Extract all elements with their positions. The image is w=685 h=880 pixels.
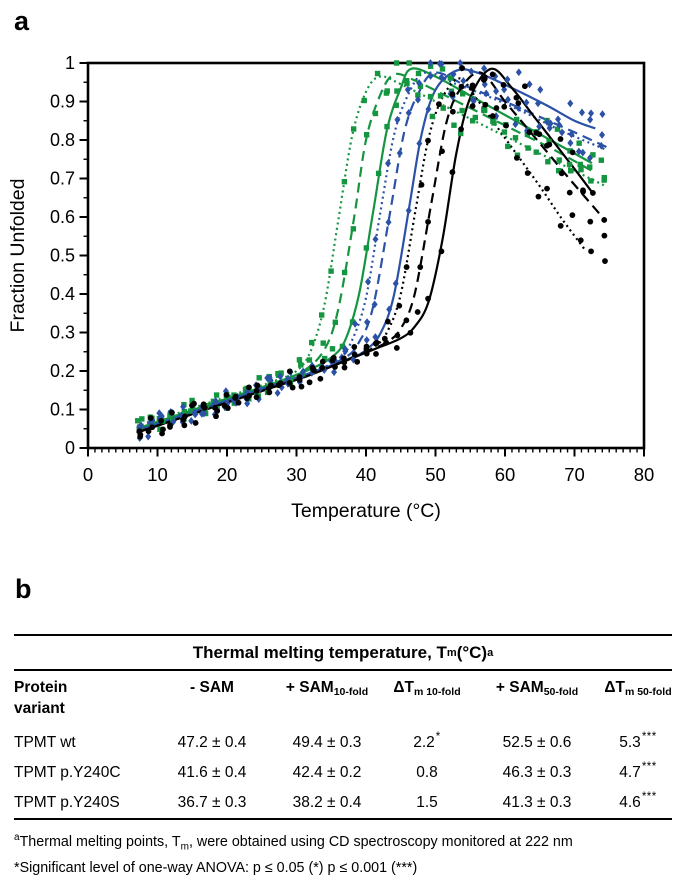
- value-cell: [270, 728, 384, 758]
- marker-square: [459, 108, 464, 113]
- marker-square: [256, 375, 261, 380]
- panel-a-label: a: [14, 6, 30, 36]
- marker-circle: [425, 138, 431, 144]
- y-tick-label: 0.8: [49, 130, 75, 151]
- marker-circle: [158, 418, 164, 424]
- marker-circle: [459, 84, 465, 90]
- y-tick-label: 0: [64, 438, 75, 459]
- marker-square: [375, 71, 380, 76]
- marker-circle: [233, 394, 239, 400]
- marker-diamond: [516, 68, 522, 76]
- marker-diamond: [567, 100, 573, 108]
- marker-diamond: [599, 110, 605, 118]
- footnote-text: Thermal melting points, T: [19, 833, 181, 850]
- column-header-5: [604, 678, 672, 699]
- marker-square: [373, 111, 378, 116]
- footnote-2: [14, 856, 672, 880]
- marker-square: [214, 392, 219, 397]
- marker-diamond: [364, 336, 370, 344]
- marker-square: [384, 90, 389, 95]
- marker-diamond: [537, 86, 543, 94]
- marker-circle: [236, 400, 242, 406]
- marker-square: [578, 167, 583, 172]
- marker-circle: [415, 309, 421, 315]
- markers-wt-plus-sam50: [137, 71, 607, 434]
- header-main: + SAM: [495, 679, 544, 696]
- marker-diamond: [397, 149, 403, 157]
- variant-cell: TPMT wt: [14, 734, 76, 751]
- marker-circle: [342, 365, 348, 371]
- marker-circle: [436, 101, 442, 107]
- table-title-units: (°C): [456, 642, 488, 662]
- marker-square: [416, 71, 421, 76]
- marker-square: [394, 103, 399, 108]
- marker-circle: [569, 212, 575, 218]
- marker-diamond: [372, 235, 378, 243]
- marker-square: [438, 93, 443, 98]
- value-text: 38.2 ± 0.4: [292, 794, 362, 811]
- marker-circle: [590, 190, 596, 196]
- fit-curves: [137, 68, 608, 432]
- significance-stars: *: [435, 731, 441, 743]
- marker-diamond: [386, 218, 392, 226]
- marker-square: [384, 124, 389, 129]
- marker-diamond: [580, 149, 586, 157]
- marker-square: [404, 81, 409, 86]
- footnote-1: [14, 829, 672, 856]
- marker-circle: [503, 123, 509, 129]
- x-tick-label: 30: [286, 464, 307, 485]
- marker-circle: [341, 359, 347, 365]
- y-tick-label: 0.4: [49, 284, 75, 305]
- marker-square: [351, 126, 356, 131]
- value-cell: [154, 788, 270, 818]
- column-header-4: [470, 678, 604, 699]
- marker-circle: [266, 385, 272, 391]
- marker-circle: [514, 155, 520, 161]
- marker-circle: [404, 317, 410, 323]
- footnote-text: *Significant level of one-way ANOVA: p ≤ 0.05 (*) p ≤ 0.001 (***): [14, 859, 418, 876]
- marker-square: [376, 171, 381, 176]
- value-text: 46.3 ± 0.3: [502, 764, 572, 781]
- value-cell: [270, 758, 384, 788]
- marker-circle: [394, 345, 400, 351]
- marker-circle: [558, 136, 564, 142]
- marker-square: [601, 177, 606, 182]
- marker-circle: [373, 351, 379, 357]
- marker-diamond: [567, 139, 573, 147]
- marker-circle: [522, 83, 528, 89]
- marker-square: [588, 178, 593, 183]
- header-line: variant: [14, 699, 65, 717]
- significance-stars: ***: [641, 791, 657, 803]
- marker-circle: [578, 237, 584, 243]
- marker-circle: [481, 77, 487, 83]
- header-main: ΔT: [393, 679, 414, 696]
- marker-circle: [580, 187, 586, 193]
- value-cell: [384, 728, 470, 758]
- marker-circle: [501, 82, 507, 88]
- marker-circle: [385, 319, 391, 325]
- marker-circle: [364, 351, 370, 357]
- marker-circle: [320, 359, 326, 365]
- marker-circle: [439, 148, 445, 154]
- x-tick-label: 10: [147, 464, 168, 485]
- marker-circle: [601, 233, 607, 239]
- marker-circle: [246, 384, 252, 390]
- marker-circle: [490, 113, 496, 119]
- marker-circle: [149, 424, 155, 430]
- y-axis-title: Fraction Unfolded: [7, 178, 29, 333]
- y-tick-label: 1: [64, 53, 75, 74]
- marker-diamond: [599, 131, 605, 139]
- y-tick-label: 0.3: [49, 322, 75, 343]
- marker-circle: [189, 403, 195, 409]
- marker-square: [534, 149, 539, 154]
- marker-square: [545, 159, 550, 164]
- marker-circle: [137, 428, 143, 434]
- marker-circle: [287, 368, 293, 374]
- marker-circle: [601, 217, 607, 223]
- table-footnotes: [14, 829, 672, 880]
- marker-square: [481, 107, 486, 112]
- x-tick-label: 0: [82, 464, 94, 485]
- header-sub: 10-fold: [333, 686, 369, 698]
- variant-cell: TPMT p.Y240C: [14, 764, 121, 781]
- marker-square: [557, 157, 562, 162]
- marker-circle: [299, 384, 305, 390]
- marker-circle: [558, 223, 564, 229]
- table-body: [14, 728, 672, 818]
- significance-stars: ***: [641, 761, 657, 773]
- value-text: 0.8: [416, 764, 438, 781]
- x-tick-label: 80: [633, 464, 655, 485]
- x-axis-title: Temperature (°C): [291, 500, 441, 522]
- value-text: 49.4 ± 0.3: [292, 734, 362, 751]
- value-cell: [604, 728, 672, 758]
- table-row-2: [14, 788, 672, 818]
- value-text: 52.5 ± 0.6: [502, 734, 572, 751]
- header-sub: m 10-fold: [413, 686, 461, 698]
- column-header-3: [384, 678, 470, 699]
- marker-diamond: [385, 159, 391, 167]
- y-tick-label: 0.9: [49, 91, 75, 112]
- value-text: 2.2: [413, 734, 435, 751]
- marker-square: [505, 144, 510, 149]
- marker-circle: [544, 143, 550, 149]
- table-bottom-rule: [14, 818, 672, 820]
- marker-circle: [330, 358, 336, 364]
- marker-diamond: [588, 109, 594, 117]
- marker-diamond: [587, 116, 593, 124]
- marker-circle: [450, 169, 456, 175]
- marker-circle: [351, 344, 357, 350]
- marker-circle: [317, 376, 323, 382]
- marker-circle: [525, 170, 531, 176]
- marker-diamond: [405, 86, 411, 94]
- marker-square: [298, 362, 303, 367]
- marker-square: [567, 162, 572, 167]
- marker-square: [430, 114, 435, 119]
- value-text: 41.3 ± 0.3: [502, 794, 572, 811]
- value-text: 1.5: [416, 794, 438, 811]
- marker-diamond: [364, 318, 370, 326]
- x-tick-label: 20: [216, 464, 238, 485]
- marker-circle: [419, 182, 425, 188]
- table-title: [14, 636, 672, 669]
- marker-square: [394, 60, 399, 65]
- header-line: Protein: [14, 679, 68, 696]
- marker-square: [576, 140, 581, 145]
- marker-circle: [193, 420, 199, 426]
- marker-square: [451, 123, 456, 128]
- marker-square: [599, 158, 604, 163]
- value-text: 4.7: [619, 764, 641, 781]
- marker-circle: [490, 71, 496, 77]
- marker-diamond: [394, 116, 400, 124]
- column-header-2: [270, 678, 384, 699]
- marker-square: [333, 320, 338, 325]
- marker-circle: [254, 394, 260, 400]
- marker-circle: [201, 403, 207, 409]
- marker-circle: [383, 340, 389, 346]
- marker-circle: [536, 131, 542, 137]
- marker-square: [342, 179, 347, 184]
- marker-square: [525, 145, 530, 150]
- significance-stars: ***: [641, 731, 657, 743]
- marker-circle: [254, 382, 260, 388]
- x-tick-label: 50: [425, 464, 446, 485]
- marker-circle: [297, 377, 303, 383]
- marker-circle: [212, 405, 218, 411]
- marker-diamond: [460, 77, 466, 85]
- column-header-1: [154, 678, 270, 699]
- marker-square: [321, 340, 326, 345]
- marker-circle: [396, 303, 402, 309]
- value-text: 41.6 ± 0.4: [177, 764, 247, 781]
- marker-square: [428, 94, 433, 99]
- value-cell: [384, 758, 470, 788]
- marker-square: [491, 120, 496, 125]
- marker-square: [440, 66, 445, 71]
- marker-diamond: [579, 109, 585, 117]
- value-cell: [604, 788, 672, 818]
- marker-circle: [181, 422, 187, 428]
- marker-circle: [459, 65, 465, 71]
- y-tick-label: 0.2: [49, 361, 75, 382]
- marker-circle: [450, 91, 456, 97]
- marker-circle: [439, 248, 445, 254]
- value-cell: [470, 728, 604, 758]
- marker-circle: [570, 149, 576, 155]
- table-row-1: [14, 758, 672, 788]
- marker-circle: [319, 365, 325, 371]
- value-cell: [270, 788, 384, 818]
- header-sub: 50-fold: [543, 686, 579, 698]
- tm-table: [14, 634, 672, 880]
- y-tick-label: 0.5: [49, 245, 75, 266]
- value-text: 4.6: [619, 794, 641, 811]
- footnote-sub: m: [180, 841, 189, 853]
- marker-square: [578, 162, 583, 167]
- marker-diamond: [555, 115, 561, 123]
- marker-circle: [450, 109, 456, 115]
- marker-circle: [513, 95, 519, 101]
- marker-circle: [602, 258, 608, 264]
- y-tick-label: 0.1: [49, 399, 75, 420]
- marker-circle: [224, 392, 230, 398]
- marker-circle: [527, 129, 533, 135]
- marker-circle: [425, 219, 431, 225]
- marker-diamond: [416, 140, 422, 148]
- value-cell: [470, 758, 604, 788]
- marker-square: [297, 357, 302, 362]
- value-cell: [470, 788, 604, 818]
- marker-circle: [587, 219, 593, 225]
- marker-square: [330, 346, 335, 351]
- marker-square: [394, 88, 399, 93]
- header-main: - SAM: [190, 679, 234, 696]
- marker-square: [587, 164, 592, 169]
- marker-circle: [536, 194, 542, 200]
- value-text: 47.2 ± 0.4: [177, 734, 247, 751]
- marker-circle: [254, 388, 260, 394]
- header-main: ΔT: [604, 679, 625, 696]
- marker-square: [513, 135, 518, 140]
- marker-square: [502, 129, 507, 134]
- x-tick-label: 70: [564, 464, 585, 485]
- marker-circle: [482, 102, 488, 108]
- marker-circle: [311, 367, 317, 373]
- marker-square: [307, 357, 312, 362]
- value-cell: [154, 758, 270, 788]
- header-main: + SAM: [285, 679, 334, 696]
- marker-circle: [307, 379, 313, 385]
- marker-circle: [501, 104, 507, 110]
- footnote-mark: a: [14, 832, 20, 843]
- marker-square: [364, 245, 369, 250]
- marker-circle: [244, 395, 250, 401]
- marker-circle: [213, 413, 219, 419]
- value-cell: [384, 788, 470, 818]
- marker-circle: [544, 186, 550, 192]
- fit-curve-y240s-minus-sam: [137, 76, 606, 427]
- markers-y240s-minus-sam: [137, 71, 607, 430]
- value-text: 36.7 ± 0.3: [177, 794, 247, 811]
- table-title-footnote-mark: a: [487, 646, 494, 659]
- marker-circle: [167, 422, 173, 428]
- panel-b-label: b: [15, 574, 32, 604]
- marker-circle: [408, 330, 414, 336]
- marker-circle: [515, 100, 521, 106]
- marker-diamond: [493, 87, 499, 95]
- marker-circle: [417, 264, 423, 270]
- table-title-text: Thermal melting temperature, T: [192, 642, 447, 662]
- marker-circle: [494, 105, 500, 111]
- y-tick-label: 0.6: [49, 207, 75, 228]
- marker-circle: [352, 352, 358, 358]
- marker-circle: [160, 426, 166, 432]
- value-text: 5.3: [619, 734, 641, 751]
- markers-y240s-plus-sam10: [139, 60, 607, 432]
- marker-circle: [222, 403, 228, 409]
- variant-cell: TPMT p.Y240S: [14, 794, 120, 811]
- column-header-0: [14, 678, 154, 720]
- value-cell: [604, 758, 672, 788]
- value-cell: [154, 728, 270, 758]
- marker-circle: [287, 380, 293, 386]
- footnote-text-cont: , were obtained using CD spectroscopy monitored at 222 nm: [188, 833, 573, 850]
- table-header-row: [14, 671, 672, 728]
- markers-y240c-plus-sam50: [136, 59, 605, 431]
- table-row-0: [14, 728, 672, 758]
- marker-circle: [458, 126, 464, 132]
- marker-square: [309, 340, 314, 345]
- marker-square: [328, 268, 333, 273]
- marker-square: [568, 168, 573, 173]
- marker-circle: [404, 264, 410, 270]
- marker-square: [319, 312, 324, 317]
- marker-circle: [425, 296, 431, 302]
- marker-circle: [354, 359, 360, 365]
- marker-circle: [559, 170, 565, 176]
- marker-square: [362, 98, 367, 103]
- x-tick-label: 60: [494, 464, 516, 485]
- value-text: 42.4 ± 0.2: [292, 764, 362, 781]
- marker-square: [351, 226, 356, 231]
- x-tick-label: 40: [355, 464, 377, 485]
- marker-circle: [148, 415, 154, 421]
- marker-circle: [373, 341, 379, 347]
- y-tick-label: 0.7: [49, 168, 75, 189]
- marker-diamond: [365, 278, 371, 286]
- marker-square: [441, 105, 446, 110]
- marker-diamond: [406, 207, 412, 215]
- header-sub: m 50-fold: [624, 686, 672, 698]
- marker-diamond: [504, 76, 510, 84]
- marker-circle: [469, 85, 475, 91]
- marker-circle: [394, 333, 400, 339]
- marker-square: [135, 418, 140, 423]
- marker-square: [473, 115, 478, 120]
- marker-circle: [278, 380, 284, 386]
- marker-square: [364, 132, 369, 137]
- marker-circle: [169, 410, 175, 416]
- marker-circle: [470, 103, 476, 109]
- marker-diamond: [275, 389, 281, 397]
- marker-circle: [567, 190, 573, 196]
- marker-circle: [332, 364, 338, 370]
- table-title-sub: m: [446, 646, 457, 659]
- marker-square: [460, 91, 465, 96]
- marker-square: [342, 270, 347, 275]
- marker-circle: [588, 248, 594, 254]
- marker-circle: [182, 414, 188, 420]
- fit-curve-y240c-minus-sam: [137, 72, 606, 430]
- data-markers: [135, 59, 608, 442]
- marker-square: [406, 60, 411, 65]
